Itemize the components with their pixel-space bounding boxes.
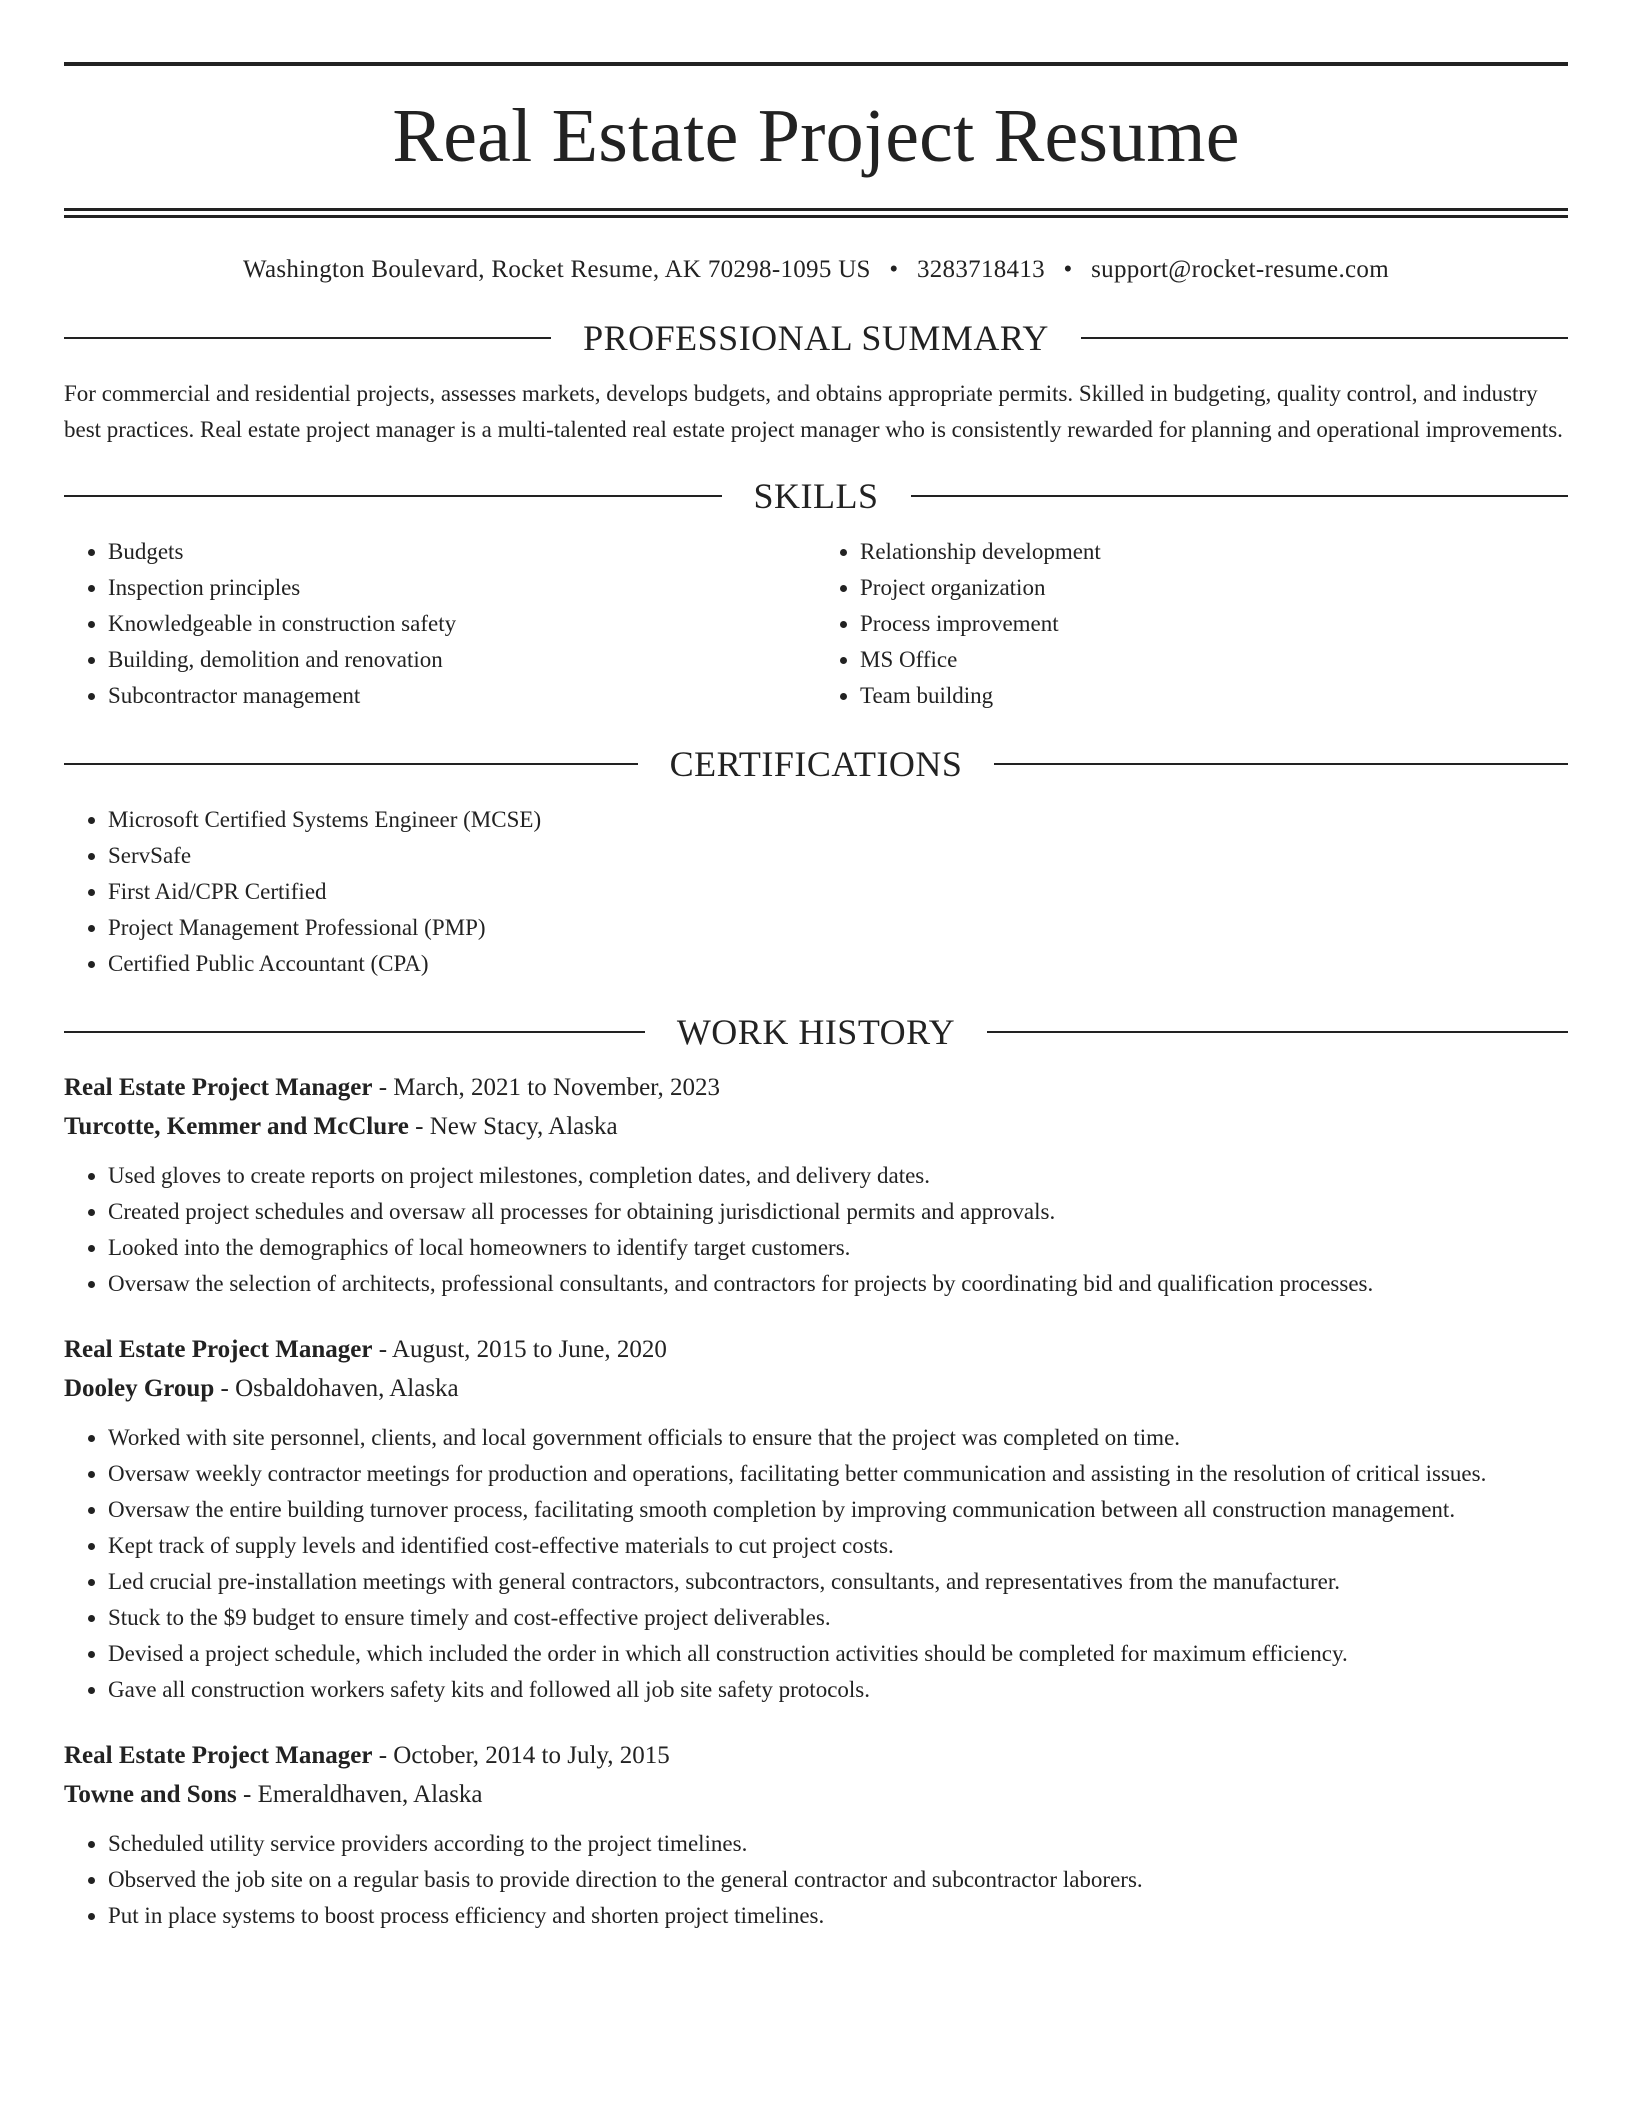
job-bullets — [64, 1826, 1568, 1934]
skill-item: • MS Office — [860, 642, 1568, 678]
job-bullet: • Led crucial pre-installation meetings with general contractors, subcontractors, consultants, and representatives from the manufacturer. — [108, 1564, 1568, 1600]
job-bullet: • Oversaw the selection of architects, professional consultants, and contractors for projects by coordinating bid and qualification processes. — [108, 1266, 1568, 1302]
job-bullet: • Worked with site personnel, clients, and local government officials to ensure that the project was completed on time. — [108, 1420, 1568, 1456]
job-title: Real Estate Project Manager — [64, 1336, 373, 1363]
summary-text: For commercial and residential projects, assesses markets, develops budgets, and obtains appropriate permits. Skilled in budgeting, quality control, and industry best practices. Real estate project manager is a multi-talented real estate project manager who is consistently rewarded for planning and operational improvements. — [64, 381, 1563, 442]
heading-rule-left — [64, 763, 638, 765]
heading-rule-left — [64, 337, 551, 339]
certifications-list — [64, 802, 1568, 982]
certification-item: • Certified Public Accountant (CPA) — [108, 946, 1568, 982]
work-history-heading-label: WORK HISTORY — [676, 1012, 956, 1052]
job-dates: August, 2015 to June, 2020 — [391, 1336, 667, 1363]
skill-item: • Project organization — [860, 570, 1568, 606]
job-dates: March, 2021 to November, 2023 — [393, 1074, 720, 1101]
job-entry — [64, 1068, 1568, 1302]
contact-address: Washington Boulevard, Rocket Resume, AK 70298-1095 US — [243, 256, 871, 283]
skill-item: • Relationship development — [860, 534, 1568, 570]
skill-item: • Budgets — [108, 534, 816, 570]
job-bullet: • Devised a project schedule, which included the order in which all construction activities should be completed for maximum efficiency. — [108, 1636, 1568, 1672]
job-bullet: • Gave all construction workers safety kits and followed all job site safety protocols. — [108, 1672, 1568, 1708]
skills-heading — [64, 478, 1568, 514]
certification-item: • Microsoft Certified Systems Engineer (MCSE) — [108, 802, 1568, 838]
contact-phone: 3283718413 — [916, 256, 1045, 283]
heading-rule-right — [994, 763, 1568, 765]
resume-title: Real Estate Project Resume — [392, 94, 1240, 178]
heading-rule-left — [64, 495, 722, 497]
job-location: Osbaldohaven, Alaska — [235, 1375, 459, 1402]
job-bullet: • Created project schedules and oversaw all processes for obtaining jurisdictional permits and approvals. — [108, 1194, 1568, 1230]
job-company: Dooley Group — [64, 1375, 215, 1402]
job-bullet: • Put in place systems to boost process efficiency and shorten project timelines. — [108, 1898, 1568, 1934]
job-company: Towne and Sons — [64, 1781, 237, 1808]
skill-item: • Subcontractor management — [108, 678, 816, 714]
job-company-line: Towne and Sons - Emeraldhaven, Alaska — [64, 1781, 483, 1808]
job-company-line: Turcotte, Kemmer and McClure - New Stacy, Alaska — [64, 1113, 618, 1140]
job-title: Real Estate Project Manager — [64, 1742, 373, 1769]
certification-item: • First Aid/CPR Certified — [108, 874, 1568, 910]
job-bullet: • Scheduled utility service providers according to the project timelines. — [108, 1826, 1568, 1862]
skill-item: • Team building — [860, 678, 1568, 714]
skills-grid — [64, 534, 1568, 714]
job-dates: October, 2014 to July, 2015 — [393, 1742, 670, 1769]
job-bullet: • Looked into the demographics of local homeowners to identify target customers. — [108, 1230, 1568, 1266]
contact-email: support@rocket-resume.com — [1091, 256, 1389, 283]
heading-rule-right — [911, 495, 1569, 497]
contact-line — [64, 256, 1568, 284]
job-bullet: • Oversaw weekly contractor meetings for production and operations, facilitating better communication and assisting in the resolution of critical issues. — [108, 1456, 1568, 1492]
job-title-line: Real Estate Project Manager - October, 2014 to July, 2015 — [64, 1742, 670, 1769]
certification-item: • ServSafe — [108, 838, 1568, 874]
job-bullet: • Stuck to the $9 budget to ensure timely and cost-effective project deliverables. — [108, 1600, 1568, 1636]
skill-item: • Inspection principles — [108, 570, 816, 606]
certifications-heading — [64, 746, 1568, 782]
job-location: New Stacy, Alaska — [429, 1113, 618, 1140]
skill-item: • Process improvement — [860, 606, 1568, 642]
job-bullet: • Kept track of supply levels and identified cost-effective materials to cut project costs. — [108, 1528, 1568, 1564]
contact-separator: • — [889, 256, 899, 283]
job-bullet: • Used gloves to create reports on project milestones, completion dates, and delivery dates. — [108, 1158, 1568, 1194]
skill-item: • Knowledgeable in construction safety — [108, 606, 816, 642]
job-company: Turcotte, Kemmer and McClure — [64, 1113, 409, 1140]
skill-item: • Building, demolition and renovation — [108, 642, 816, 678]
summary-heading — [64, 320, 1568, 356]
skills-heading-label: SKILLS — [753, 476, 879, 516]
job-entry — [64, 1736, 1568, 1934]
job-company-line: Dooley Group - Osbaldohaven, Alaska — [64, 1375, 459, 1402]
job-location: Emeraldhaven, Alaska — [257, 1781, 483, 1808]
heading-rule-left — [64, 1031, 645, 1033]
certification-item: • Project Management Professional (PMP) — [108, 910, 1568, 946]
job-title-line: Real Estate Project Manager - March, 2021 to November, 2023 — [64, 1074, 720, 1101]
certifications-heading-label: CERTIFICATIONS — [669, 744, 963, 784]
job-bullet: • Oversaw the entire building turnover process, facilitating smooth completion by improving communication between all construction management. — [108, 1492, 1568, 1528]
job-bullets — [64, 1420, 1568, 1708]
summary-heading-label: PROFESSIONAL SUMMARY — [583, 318, 1049, 358]
job-title-line: Real Estate Project Manager - August, 2015 to June, 2020 — [64, 1336, 667, 1363]
job-title: Real Estate Project Manager — [64, 1074, 373, 1101]
skills-list-right — [816, 534, 1568, 714]
job-bullets — [64, 1158, 1568, 1302]
skills-list-left — [64, 534, 816, 714]
job-bullet: • Observed the job site on a regular basis to provide direction to the general contractor and subcontractor laborers. — [108, 1862, 1568, 1898]
work-history-heading — [64, 1014, 1568, 1050]
heading-rule-right — [987, 1031, 1568, 1033]
job-entry — [64, 1330, 1568, 1708]
contact-separator: • — [1063, 256, 1073, 283]
top-rule — [64, 62, 1568, 66]
heading-rule-right — [1081, 337, 1568, 339]
title-double-rule — [64, 208, 1568, 218]
